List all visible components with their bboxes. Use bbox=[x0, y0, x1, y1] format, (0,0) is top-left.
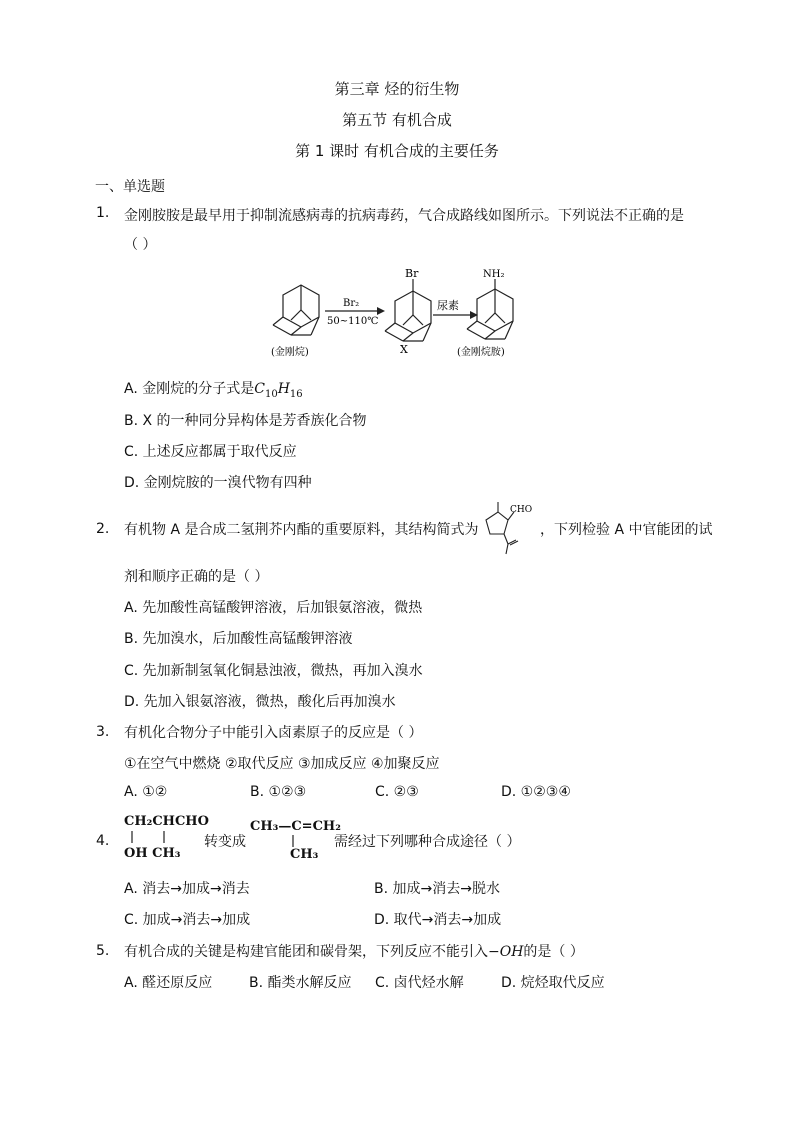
option-d[interactable]: D. ①②③④ bbox=[501, 784, 571, 800]
question-stem: 有机合成的关键是构建官能团和碳骨架，下列反应不能引入−OH的是（ ） bbox=[124, 944, 584, 960]
question-number: 2. bbox=[96, 521, 110, 537]
adamantane-structure bbox=[273, 285, 319, 335]
option-c[interactable]: C. 卤代烃水解 bbox=[375, 975, 464, 991]
option-b[interactable]: B. 酯类水解反应 bbox=[249, 975, 352, 991]
statement-list: ①在空气中燃烧 ②取代反应 ③加成反应 ④加聚反应 bbox=[124, 756, 440, 772]
question-stem: 金刚胺胺是最早用于抑制流感病毒的抗病毒药，气合成路线如图所示。下列说法不正确的是 bbox=[124, 208, 684, 224]
molecular-formula: $C_{10}H_{16}$ bbox=[254, 381, 303, 400]
option-a[interactable]: A. 先加酸性高锰酸钾溶液，后加银氨溶液，微热 bbox=[124, 600, 423, 616]
option-b[interactable]: B. 加成→消去→脱水 bbox=[374, 881, 500, 897]
compound-a-structure bbox=[474, 498, 536, 556]
answer-bracket: （ ） bbox=[124, 237, 157, 253]
question-stem: 有机化合物分子中能引入卤素原子的反应是（ ） bbox=[124, 725, 423, 741]
amantadine-structure bbox=[467, 279, 513, 339]
synthesis-scheme bbox=[265, 265, 550, 365]
reagent-urea: 尿素 bbox=[437, 299, 459, 312]
option-c[interactable]: C. 先加新制氢氧化铜悬浊液，微热，再加入溴水 bbox=[124, 663, 423, 679]
reagent-br2: Br₂ bbox=[343, 298, 360, 309]
section-title: 第五节 有机合成 bbox=[342, 111, 452, 129]
lesson-title: 第 1 课时 有机合成的主要任务 bbox=[295, 142, 499, 160]
option-b[interactable]: B. X 的一种同分异构体是芳香族化合物 bbox=[124, 413, 367, 429]
option-c[interactable]: C. ②③ bbox=[375, 784, 419, 800]
option-d[interactable]: D. 金刚烷胺的一溴代物有四种 bbox=[124, 475, 312, 491]
label-x: X bbox=[400, 343, 408, 356]
question-number: 3. bbox=[96, 724, 110, 740]
question-stem-continued: ，下列检验 A 中官能团的试 bbox=[540, 522, 713, 538]
option-c[interactable]: C. 加成→消去→加成 bbox=[124, 912, 251, 928]
question-stem-line2: 剂和顺序正确的是（ ） bbox=[124, 569, 269, 585]
label-adamantane: (金刚烷) bbox=[271, 347, 309, 358]
substituent-nh2: NH₂ bbox=[483, 269, 505, 280]
reaction-condition: 50~110℃ bbox=[327, 316, 379, 327]
option-b[interactable]: B. 先加溴水，后加酸性高锰酸钾溶液 bbox=[124, 631, 353, 647]
option-a[interactable]: A. 醛还原反应 bbox=[124, 975, 213, 991]
option-d[interactable]: D. 取代→消去→加成 bbox=[374, 912, 502, 928]
option-a[interactable] bbox=[124, 378, 303, 400]
question-number: 4. bbox=[96, 833, 110, 849]
label-amantadine: (金刚烷胺) bbox=[457, 347, 505, 358]
question-number: 1. bbox=[96, 205, 110, 221]
option-c[interactable]: C. 上述反应都属于取代反应 bbox=[124, 444, 297, 460]
cho-label: CHO bbox=[510, 505, 533, 515]
option-a[interactable]: A. ①② bbox=[124, 784, 168, 800]
option-text: A. 金刚烷的分子式是 bbox=[124, 381, 255, 397]
option-b[interactable]: B. ①②③ bbox=[250, 784, 307, 800]
option-d[interactable]: D. 烷烃取代反应 bbox=[501, 975, 605, 991]
question-stem: 需经过下列哪种合成途径（ ） bbox=[334, 834, 521, 850]
x-structure bbox=[385, 279, 431, 341]
part-title: 一、单选题 bbox=[95, 179, 165, 195]
hydroxyl-formula: −OH bbox=[488, 944, 524, 960]
question-stem: 有机物 A 是合成二氢荆芥内酯的重要原料，其结构简式为 bbox=[124, 522, 479, 538]
chapter-title: 第三章 烃的衍生物 bbox=[334, 80, 460, 98]
question-number: 5. bbox=[96, 943, 110, 959]
transform-text: 转变成 bbox=[204, 834, 246, 850]
substituent-br: Br bbox=[405, 267, 419, 280]
option-a[interactable]: A. 消去→加成→消去 bbox=[124, 881, 250, 897]
option-d[interactable]: D. 先加入银氨溶液，微热，酸化后再加溴水 bbox=[124, 694, 396, 710]
